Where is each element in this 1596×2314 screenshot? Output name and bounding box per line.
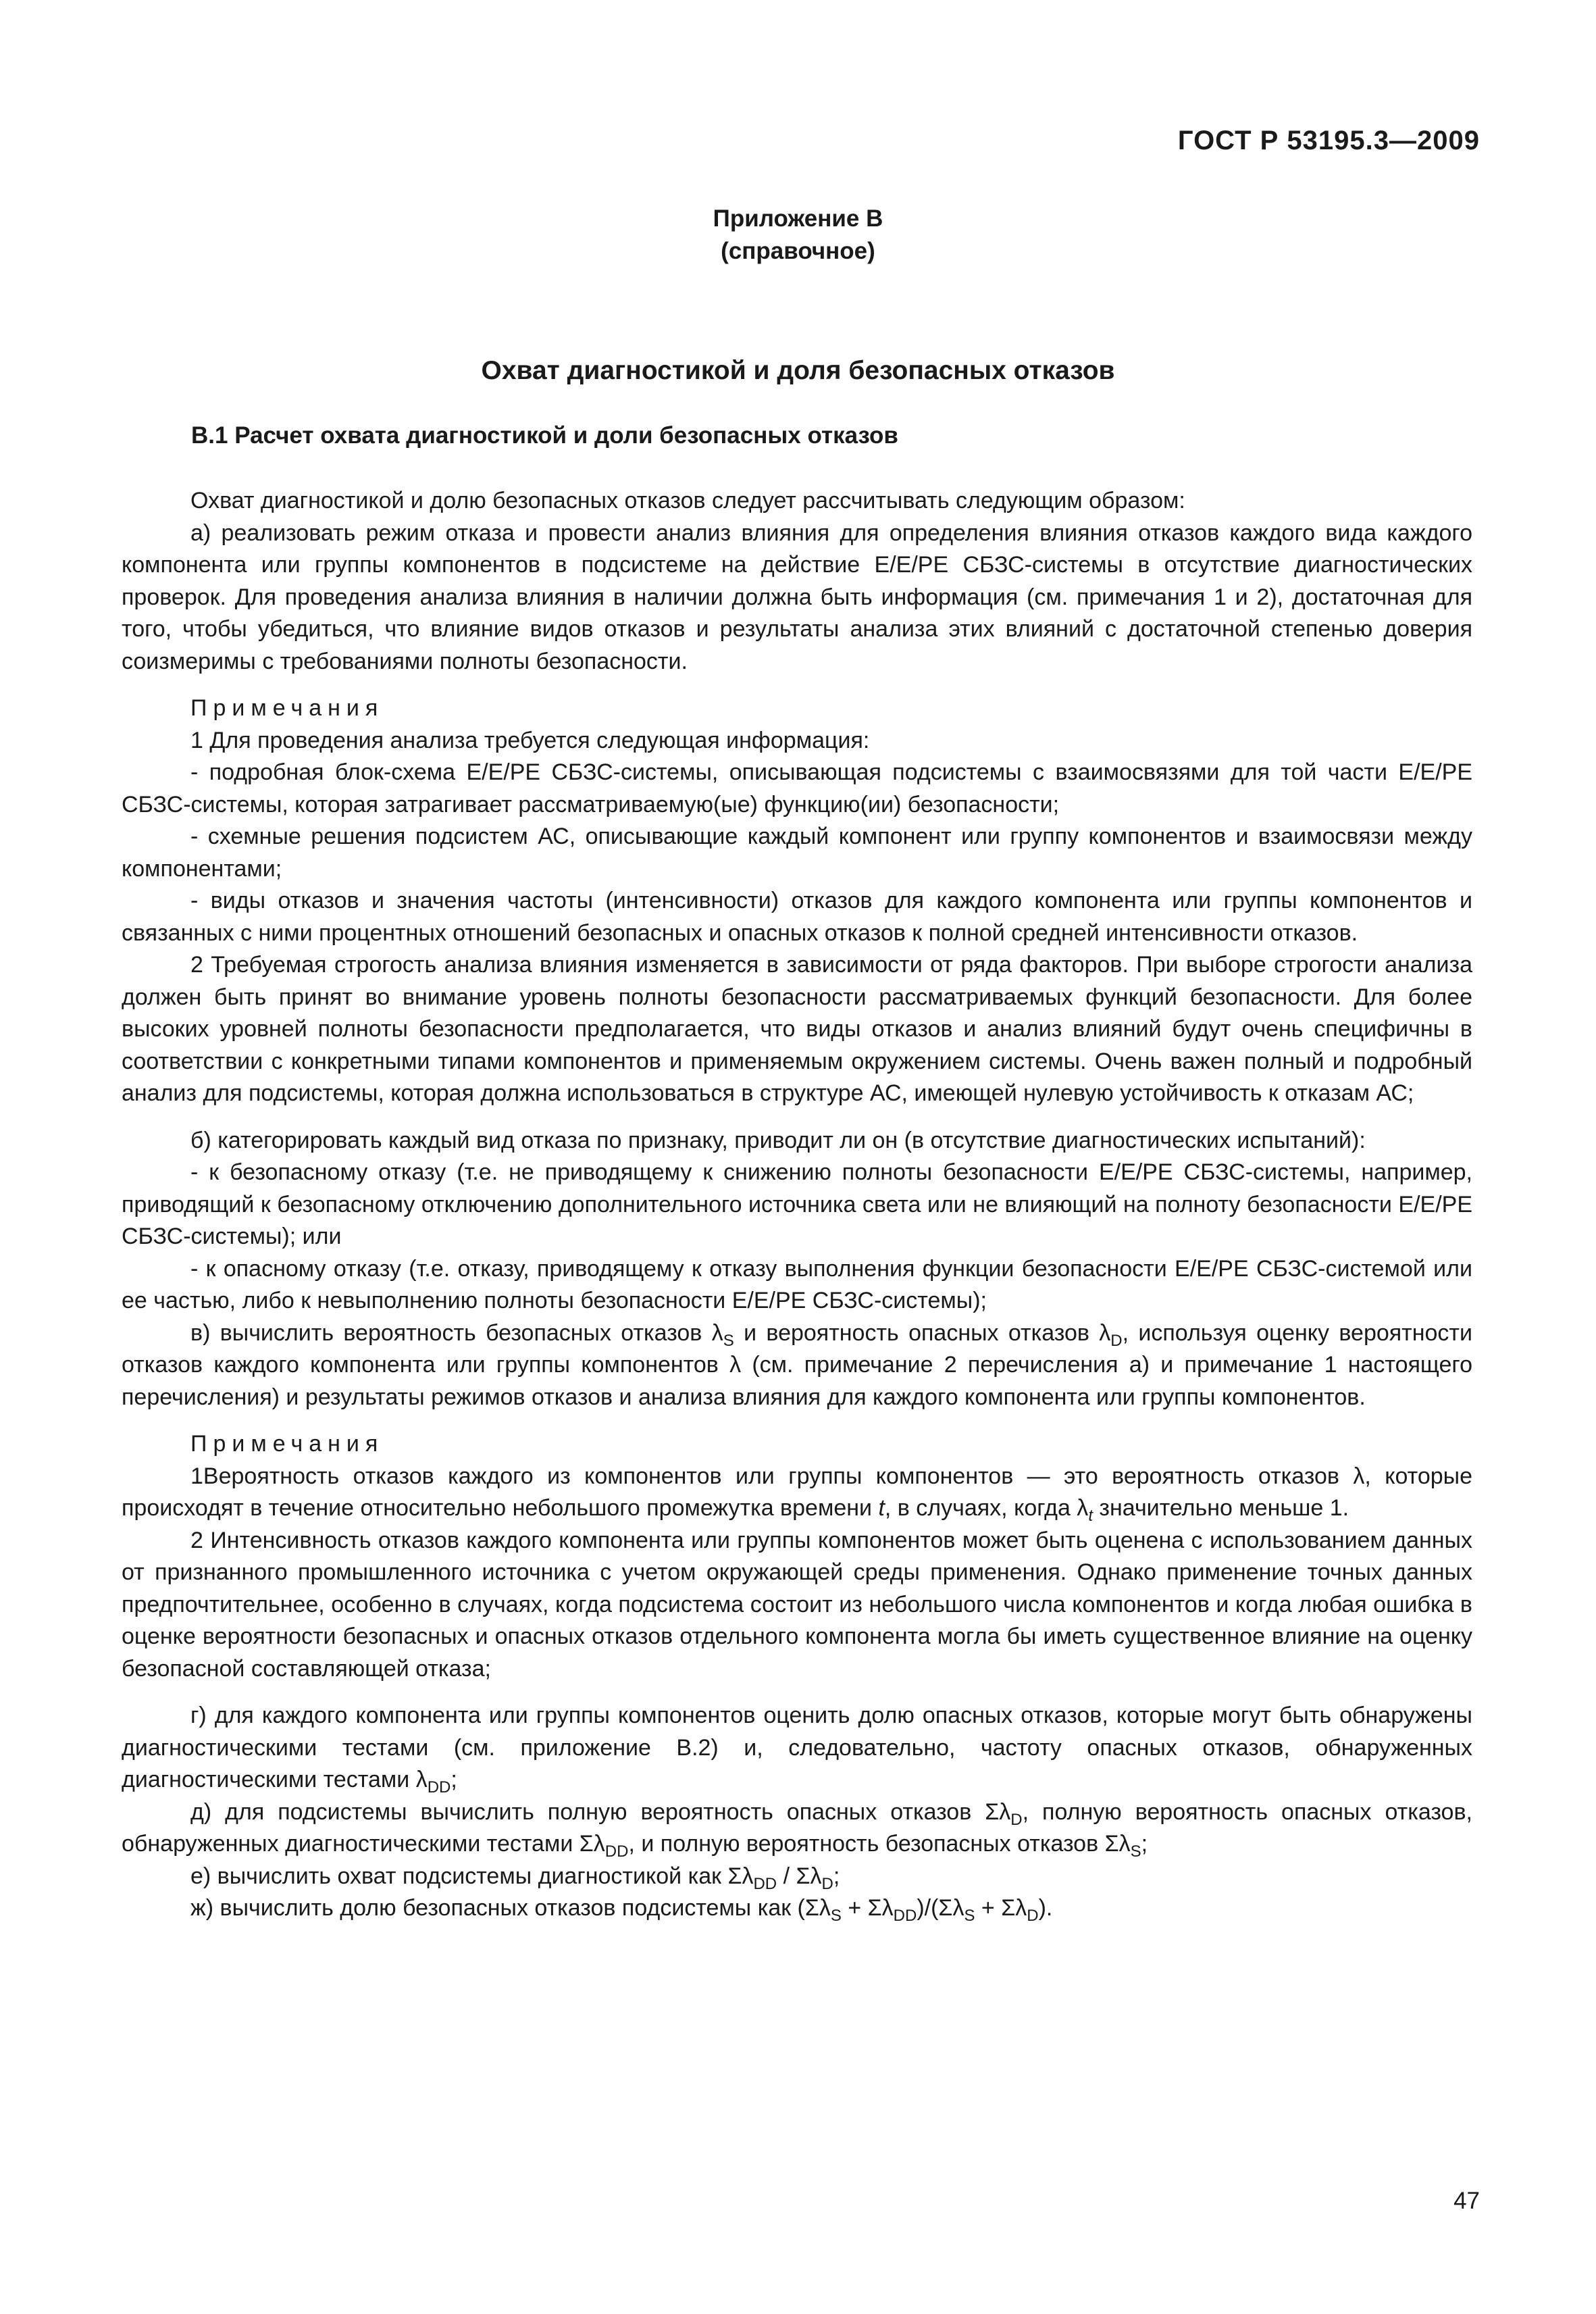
paragraph-b: б) категорировать каждый вид отказа по признаку, приводит ли он (в отсутствие диагностических испытаний): xyxy=(190,1127,1366,1153)
paragraph-e: е) вычислить охват подсистемы диагностикой как $\Sigma\lambda_{DD} / \Sigma\lambda_D$; xyxy=(190,1863,840,1893)
note-2-1: 1Вероятность отказов каждого из компонентов или группы компонентов — это вероятность отказов λ, которые происходят в течение относительно небольшого промежутка времени t, в случаях, когда $\lambda_t$ значительно меньше 1. xyxy=(122,1463,1472,1525)
note-2: 2 Требуемая строгость анализа влияния изменяется в зависимости от ряда факторов. При выборе строгости анализа должен быть принят во внимание уровень полноты безопасности рассматриваемых функций безопасности. Для более высоких уровней полноты безопасности предполагается, что виды отказов и анализ влияний будут очень специфичны в соответствии с конкретными типами компонентов и применяемым окружением системы. Очень важен полный и подробный анализ для подсистемы, которая должна использоваться в структуре АС, имеющей нулевую устойчивость к отказам АС; xyxy=(122,952,1472,1106)
document-code: ГОСТ Р 53195.3—2009 xyxy=(1177,126,1480,155)
appendix-heading xyxy=(0,203,1596,268)
appendix-type: (справочное) xyxy=(721,238,875,264)
paragraph-intro: Охват диагностикой и долю безопасных отказов следует рассчитывать следующим образом: xyxy=(190,488,1185,513)
paragraph-b-safe: - к безопасному отказу (т.е. не приводящему к снижению полноты безопасности Е/Е/РЕ СБЗС-системы, например, приводящий к безопасному отключению дополнительного источника света или не влияющий на полноту безопасности Е/Е/РЕ СБЗС-системы); или xyxy=(122,1159,1472,1249)
notes-heading: Примечания xyxy=(190,695,384,721)
paragraph-a: а) реализовать режим отказа и провести анализ влияния для определения влияния отказов каждого вида каждого компонента или группы компонентов в подсистеме на действие Е/Е/РЕ СБЗС-системы в отсутствие диагностических проверок. Для проведения анализа влияния в наличии должна быть информация (см. примечания 1 и 2), достаточная для того, чтобы убедиться, что влияние видов отказов и результаты анализа этих влияний с достаточной степенью доверия соизмеримы с требованиями полноты безопасности. xyxy=(122,520,1472,674)
document-body xyxy=(122,485,1472,1925)
paragraph-g: г) для каждого компонента или группы компонентов оценить долю опасных отказов, которые могут быть обнаружены диагностическими тестами (см. приложение В.2) и, следовательно, частоту опасных отказов, обнаруженных диагностическими тестами $\lambda_{DD}$; xyxy=(122,1703,1472,1796)
section-heading: В.1 Расчет охвата диагностикой и доли безопасных отказов xyxy=(191,422,898,449)
paragraph-d: д) для подсистемы вычислить полную вероятность опасных отказов $\Sigma\lambda_D$, полную вероятность опасных отказов, обнаруженных диагностическими тестами $\Sigma\lambda_{DD}$, и полную вероятность безопасных отказов $\Sigma\lambda_S$; xyxy=(122,1799,1472,1861)
paragraph-b-dangerous: - к опасному отказу (т.е. отказу, приводящему к отказу выполнения функции безопасности Е/Е/РЕ СБЗС-системой или ее частью, либо к невыполнению полноты безопасности Е/Е/РЕ СБЗС-системы); xyxy=(122,1255,1472,1313)
note-1-item-3: - виды отказов и значения частоты (интенсивности) отказов для каждого компонента или группы компонентов и связанных с ними процентных отношений безопасных и опасных отказов к полной средней интенсивности отказов. xyxy=(122,888,1472,946)
appendix-title: Приложение В xyxy=(713,205,883,232)
paragraph-zh: ж) вычислить долю безопасных отказов подсистемы как $(\Sigma\lambda_S + \Sigma\lambda_{DD})/(\Sigma\lambda_S + \Sigma\lambda_D)$. xyxy=(190,1895,1053,1925)
paragraph-v: в) вычислить вероятность безопасных отказов $\lambda_S$ и вероятность опасных отказов $\lambda_D$, используя оценку вероятности отказов каждого компонента или группы компонентов λ (см. примечание 2 перечисления а) и примечание 1 настоящего перечисления) и результаты режимов отказов и анализа влияния для каждого компонента или группы компонентов. xyxy=(122,1319,1472,1410)
note-1-item-2: - схемные решения подсистем АС, описывающие каждый компонент или группу компонентов и взаимосвязи между компонентами; xyxy=(122,824,1472,882)
note-1-item-1: - подробная блок-схема Е/Е/РЕ СБЗС-системы, описывающая подсистемы с взаимосвязями для той части Е/Е/РЕ СБЗС-системы, которая затрагивает рассматриваемую(ые) функцию(ии) безопасности; xyxy=(122,759,1472,818)
page-number: 47 xyxy=(1453,2188,1480,2214)
page-title: Охват диагностикой и доля безопасных отказов xyxy=(481,356,1115,385)
note-1: 1 Для проведения анализа требуется следующая информация: xyxy=(190,727,870,753)
notes-heading-2: Примечания xyxy=(190,1431,384,1457)
note-2-2: 2 Интенсивность отказов каждого компонента или группы компонентов может быть оценена с использованием данных от признанного промышленного источника с учетом окружающей среды применения. Однако применение точных данных предпочтительнее, особенно в случаях, когда подсистема состоит из небольшого числа компонентов и когда любая ошибка в оценке вероятности безопасных и опасных отказов отдельного компонента могла бы иметь существенное влияние на оценку безопасной составляющей отказа; xyxy=(122,1527,1472,1682)
